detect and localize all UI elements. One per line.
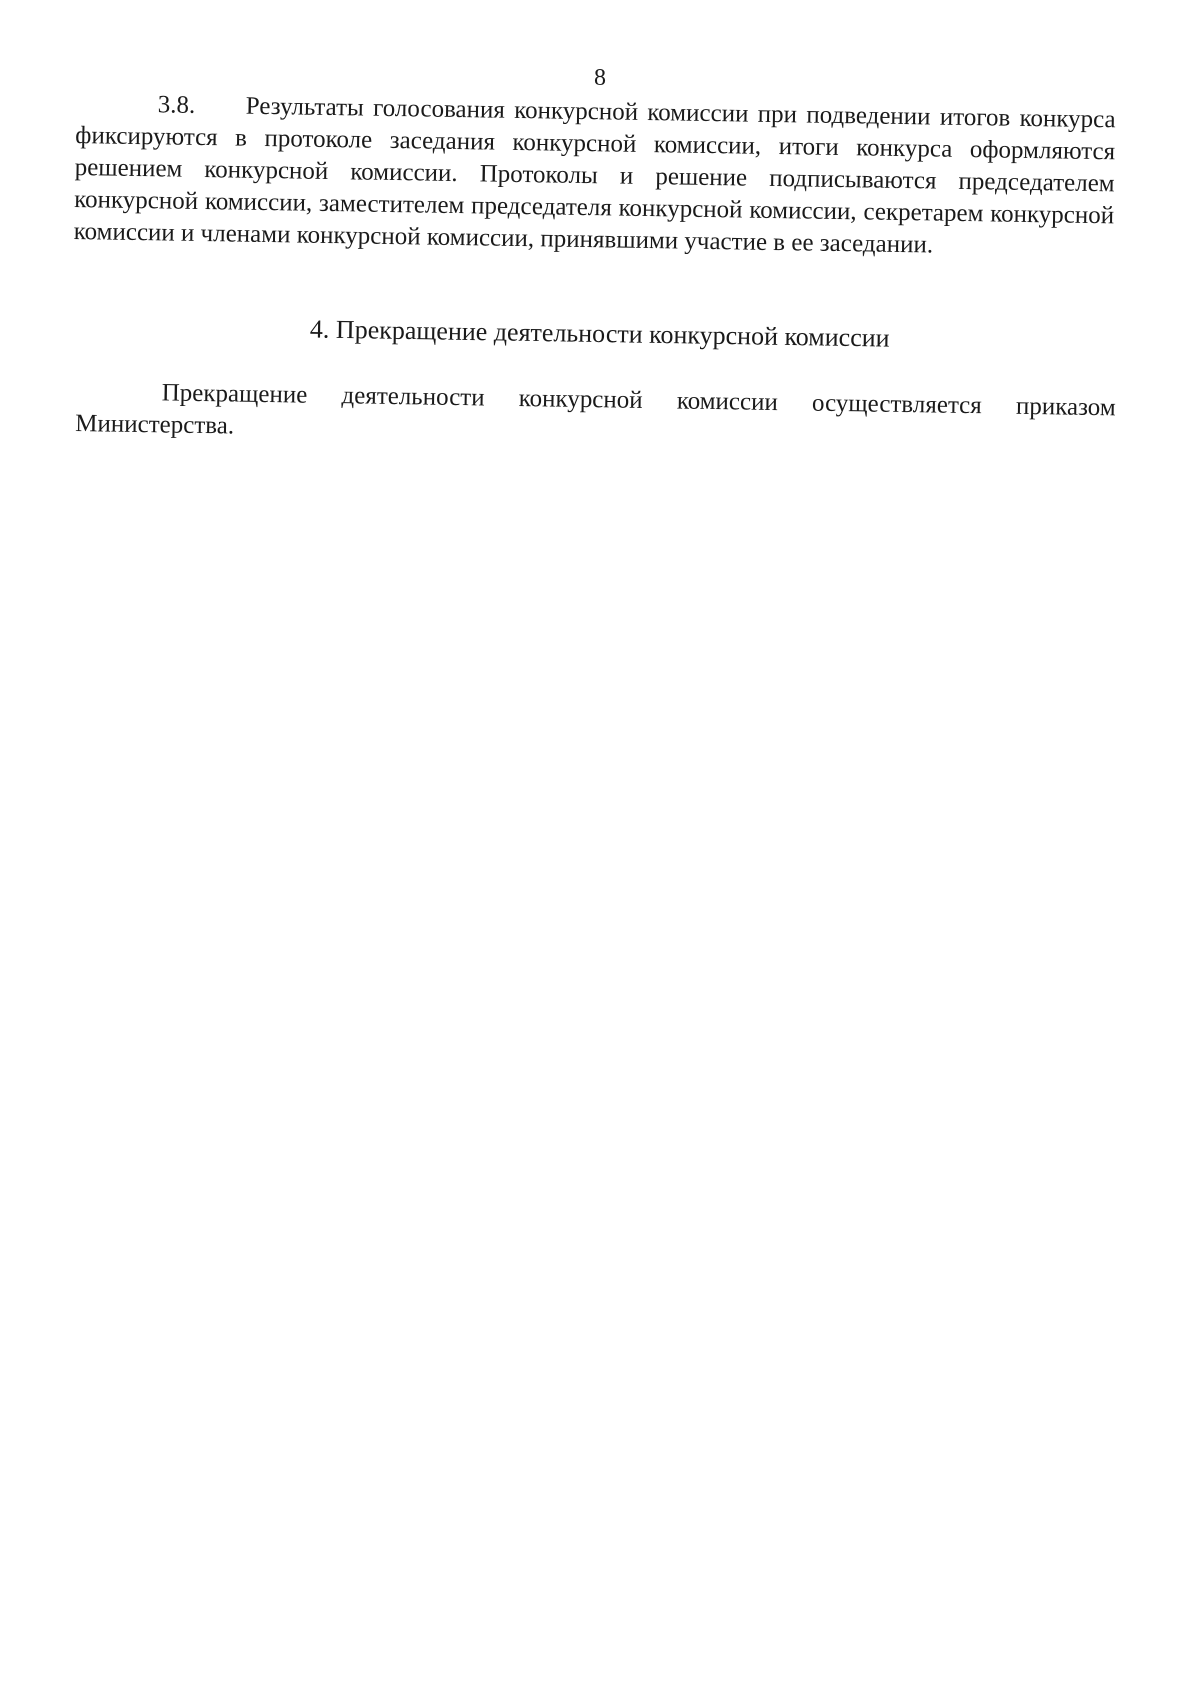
paragraph-indent xyxy=(76,111,158,112)
paragraph-3-8 xyxy=(73,88,1115,264)
page-number: 8 xyxy=(594,65,606,91)
paragraph-section-4 xyxy=(75,376,1116,456)
paragraph-indent xyxy=(76,399,162,400)
paragraph-number: 3.8. xyxy=(157,91,196,119)
paragraph-text: Прекращение деятельности конкурсной комиссии осуществляется приказом Министерства. xyxy=(75,379,1116,440)
section-heading: 4. Прекращение деятельности конкурсной комиссии xyxy=(309,314,890,353)
paragraph-text: Результаты голосования конкурсной комиссии при подведении итогов конкурса фиксируются в протоколе заседания конкурсной комиссии, итоги конкурса оформляются решением конкурсной комиссии. Протоколы и решение подписываются председателем конкурсной комиссии, заместителем председателя конкурсной комиссии, секретарем конкурсной комиссии и членами конкурсной комиссии, принявшими участие в ее заседании. xyxy=(73,92,1116,259)
